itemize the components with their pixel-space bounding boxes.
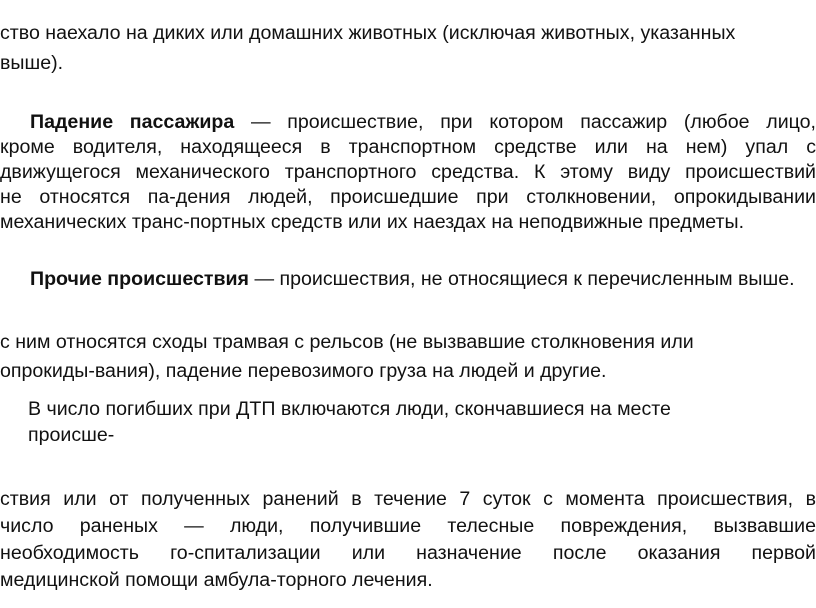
- paragraph-line: число раненых — люди, получившие телесные повреждения, вызвавшие: [0, 515, 816, 537]
- paragraph-line: ство наехало на диких или домашних животных (исключая животных, указанных: [0, 22, 736, 44]
- paragraph-line: движущегося механического транспортного средства. К этому виду происшествий: [0, 161, 816, 183]
- paragraph-tram-derailment: [0, 328, 816, 386]
- paragraph-line: медицинской помощи амбула-торного лечения.: [0, 569, 433, 591]
- paragraph-line: опрокиды-вания), падение перевозимого груза на людей и другие.: [0, 360, 607, 382]
- paragraph-other-incidents: [0, 264, 816, 294]
- paragraph-injuries: [0, 486, 816, 594]
- definition-text: — происшествие, при котором пассажир (любое лицо,: [234, 111, 816, 133]
- definition-text: — происшествия, не относящиеся к перечисленным выше.: [249, 268, 795, 290]
- paragraph-wild-animals: [0, 18, 816, 78]
- paragraph-fatalities: [28, 396, 808, 448]
- paragraph-line: с ним относятся сходы трамвая с рельсов (не вызвавшие столкновения или: [0, 331, 694, 353]
- paragraph-line: механических транс-портных средств или их наездах на неподвижные предметы.: [0, 211, 745, 233]
- paragraph-line: [0, 264, 816, 294]
- paragraph-line: происше-: [28, 424, 115, 446]
- paragraph-line: ствия или от полученных ранений в течение 7 суток с момента происшествия, в: [0, 488, 816, 510]
- paragraph-line: выше).: [0, 52, 64, 74]
- term-passenger-fall: Падение пассажира: [30, 111, 235, 133]
- paragraph-line: В число погибших при ДТП включаются люди, скончавшиеся на месте: [28, 398, 671, 420]
- term-other-incidents: Прочие происшествия: [30, 268, 249, 290]
- paragraph-passenger-fall: [0, 110, 816, 235]
- paragraph-line: не относятся па-дения людей, происшедшие при столкновении, опрокидывании: [0, 186, 816, 208]
- paragraph-line: [0, 110, 816, 135]
- paragraph-line: кроме водителя, находящееся в транспортном средстве или на нем) упал с: [0, 136, 816, 158]
- paragraph-line: необходимость го-спитализации или назначение после оказания первой: [0, 542, 816, 564]
